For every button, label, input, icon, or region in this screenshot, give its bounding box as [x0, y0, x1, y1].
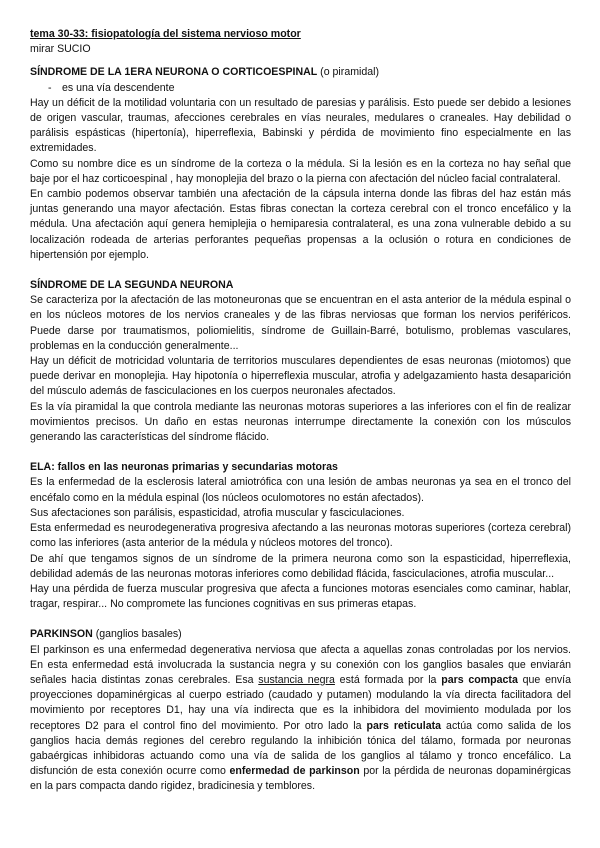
paragraph: Hay un déficit de motricidad voluntaria de territorios musculares dependientes de esas neuronas (miotomos) que puede derivar en monoplejia. Hay hipotonía o hiperreflexia muscular, atrofia y adelgazamiento hasta desaparición del músculo además de fasciculaciones en los cuerpos neuronales afectados. [30, 355, 571, 398]
paragraph: Es la vía piramidal la que controla mediante las neuronas motoras superiores a las inferiores con el fin de realizar movimientos precisos. Un daño en estas neuronas interrumpe directamente la conexión con los músculos generando las características del síndrome flácido. [30, 400, 571, 444]
paragraph: En cambio podemos observar también una afectación de la cápsula interna donde las fibras del haz están más juntas generando una mayor afectación. Estas fibras conectan la corteza cerebral con el tronco encefálico y la médula. Una afectación aquí genera hemiplejia o hemiparesia contralateral, es una zona vulnerable debido a su localización rodeada de arterias perforantes pequeñas propensas a la oclusión o rotura en condiciones de hipertensión por ejemplo. [30, 188, 571, 261]
section-heading: ELA: fallos en las neuronas primarias y secundarias motoras [30, 461, 338, 474]
bullet-item [30, 81, 571, 96]
section-parkinson [30, 627, 571, 794]
underlined-term: sustancia negra [258, 673, 335, 686]
paragraph: Hay una pérdida de fuerza muscular progresiva que afecta a funciones motoras esenciales como caminar, hablar, tragar, respirar... No compromete las funciones cognitivas en sus primeras etapas. [30, 582, 571, 611]
paragraph: Hay un déficit de la motilidad voluntaria con un resultado de paresias y parálisis. Esto puede ser debido a lesiones de origen vascular, traumas, afecciones cerebrales en vías neurales, medulares o craneales. Hay debilidad o parálisis espásticas (hipertonía), hiperreflexia, Babinski y pérdida de movimiento fino especialmente en las extremidades. [30, 96, 571, 155]
section-second-neuron [30, 278, 571, 445]
heading-text: SÍNDROME DE LA 1ERA NEURONA O CORTICOESPINAL [30, 66, 318, 79]
paragraph: Sus afectaciones son parálisis, espasticidad, atrofia muscular y fasciculaciones. [30, 506, 405, 519]
paragraph: Es la enfermedad de la esclerosis lateral amiotrófica con una lesión de ambas neuronas ya sea en el tronco del encéfalo como en la médula espinal (los núcleos oculomotores no están afectados). [30, 476, 571, 504]
heading-note: (o piramidal) [317, 66, 380, 79]
paragraph [30, 643, 571, 795]
heading-note: (ganglios basales) [92, 628, 182, 641]
section-ela [30, 460, 571, 612]
section-heading: SÍNDROME DE LA SEGUNDA NEURONA [30, 279, 234, 292]
text-run: actúa como salida de los ganglios hacia demás regiones del cerebro regulando la inhibición tónica del tálamo, formada por neuronas gabaérgicas inhibidoras actuando como una vía de salida de los ganglios al tálamo y tronco encefálico. La disfunción de esta conexión ocurre como [30, 719, 571, 778]
bold-term: pars compacta [441, 673, 518, 686]
text-run: está formada por la [334, 673, 442, 686]
document-page [30, 27, 571, 810]
bullet-dash: - [48, 81, 52, 94]
text-run: que envía proyecciones dopaminérgicas al cuerpo estriado (caudado y putamen) modulando la vía directa facilitadora del movimiento por receptores D1, hay una vía indirecta que es la inhibidora del movimiento modulada por los receptores D2 para el control fino del movimiento. Por otro lado la [30, 673, 571, 732]
document-title: tema 30-33: fisiopatología del sistema nervioso motor [30, 28, 301, 40]
bold-term: pars reticulata [366, 719, 442, 732]
section-first-neuron [30, 65, 571, 263]
paragraph: Esta enfermedad es neurodegenerativa progresiva afectando a las neuronas motoras superiores (corteza cerebral) como las inferiores (asta anterior de la médula y núcleos motores del tronco). [30, 522, 571, 550]
bullet-text: es una vía descendente [62, 81, 175, 94]
section-heading [30, 65, 571, 80]
heading-text: PARKINSON [30, 628, 93, 641]
paragraph: Como su nombre dice es un síndrome de la corteza o la médula. Si la lesión es en la corteza no hay señal que baje por el haz corticoespinal , hay monoplejia del brazo o la pierna con afectación del núcleo facial contralateral. [30, 157, 571, 185]
document-subtitle: mirar SUCIO [30, 43, 91, 56]
bold-term: enfermedad de parkinson [229, 765, 360, 778]
paragraph: Se caracteriza por la afectación de las motoneuronas que se encuentran en el asta anterior de la médula espinal o en los núcleos motores de los nervios craneales y de las fibras nerviosas que forman los nervios periféricos. Puede darse por traumatismos, poliomielitis, síndrome de Guillain-Barré, botulismo, problemas vasculares, problemas en la conducción generalmente... [30, 294, 571, 352]
text-run: por la pérdida de neuronas dopaminérgicas en la pars compacta dando rigidez, bradicinesia y temblores. [30, 765, 571, 793]
text-run: El parkinson es una enfermedad degenerativa nerviosa que afecta a aquellas zonas controladas por los nervios. En esta enfermedad está involucrada la sustancia negra y su conexión con los ganglios basales que enviarán señales hacia distintas zonas cerebrales. Esa [30, 643, 571, 686]
paragraph: De ahí que tengamos signos de un síndrome de la primera neurona como son la espasticidad, hiperreflexia, debilidad además de las neuronas motoras inferiores como debilidad flácida, fasciculaciones, atrofia muscular... [30, 552, 571, 580]
section-heading [30, 627, 571, 642]
